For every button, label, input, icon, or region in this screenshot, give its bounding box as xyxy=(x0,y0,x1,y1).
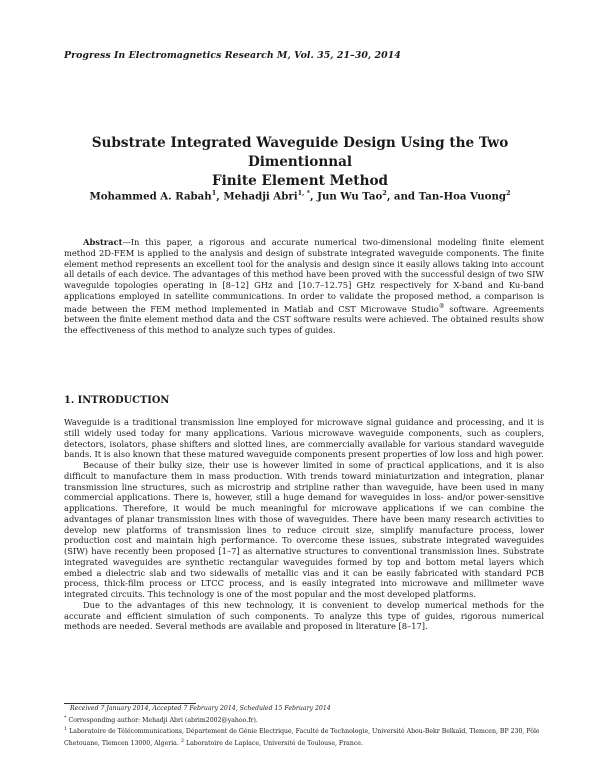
author-affiliation-mark: 1, * xyxy=(297,189,311,197)
paragraph: Due to the advantages of this new technology, it is convenient to develop numerical methods for the accurate and efficient simulation of such components. To analyze this type of guides, rigorous numerical methods are needed. Several methods are available and proposed in literature [8–17]. xyxy=(64,599,544,632)
section-heading: 1. INTRODUCTION xyxy=(64,395,170,406)
author-separator: , xyxy=(216,190,224,203)
footnote-affiliations xyxy=(64,725,544,748)
author-name: Jun Wu Tao xyxy=(317,190,383,203)
registered-mark: ® xyxy=(438,302,445,310)
footnote-mark: * xyxy=(64,714,67,721)
footnote-corresponding-text: Corresponding author: Mehadji Abri (abrim2002@yahoo.fr). xyxy=(68,716,258,724)
paragraph: Because of their bulky size, their use is however limited in some of practical applications, and it is also difficult to manufacture them in mass production. With trends toward miniaturization and integration, planar transmission line structures, such as microstrip and stripline rather than waveguide, have been used in many commercial applications. There is, however, still a huge demand for waveguides in loss- and/or power-sensitive applications. Therefore, it would be much meaningful for microwave applications if we can combine the advantages of planar transmission lines with those of waveguides. There have been many research activities to develop new platforms of transmission lines to reduce circuit size, simplify manufacture process, lower production cost and maintain high performance. To overcome these issues, substrate integrated waveguides (SIW) have recently been proposed [1–7] as alternative structures to conventional transmission lines. Substrate integrated waveguides are synthetic rectangular waveguides formed by top and bottom metal layers which embed a dielectric slab and two sidewalls of metallic vias and it can be easily fabricated with standard PCB process, thick-film process or LTCC process, and is easily integrated into microwave and millimeter wave integrated circuits. This technology is one of the most popular and the most developed platforms. xyxy=(64,460,544,599)
abstract xyxy=(64,237,544,336)
footnote-mark: 2 xyxy=(180,737,184,744)
author-name: Mehadji Abri xyxy=(223,190,298,203)
author-affiliation-mark: 2 xyxy=(506,189,511,197)
author-separator: , and xyxy=(386,190,419,203)
abstract-paragraph xyxy=(64,237,544,336)
journal-header: Progress In Electromagnetics Research M, Vol. 35, 21–30, 2014 xyxy=(64,50,401,61)
abstract-text: —In this paper, a rigorous and accurate numerical two-dimensional modeling finite element method 2D-FEM is applied to the analysis and design of substrate integrated waveguide components. The finite element method represents an excellent tool for the analysis and design since it easily allows taking into account all details of each device. The advantages of this method have been proved with the successful design of two SIW waveguide topologies operating in [8–12] GHz and [10.7–12.75] GHz respectively for X-band and Ku-band applications employed in satellite communications. In order to validate the proposed method, a comparison is made between the FEM method implemented in Matlab and CST Microwave Studio xyxy=(64,237,544,314)
abstract-label: Abstract xyxy=(83,237,123,247)
title-line-2: Finite Element Method xyxy=(211,173,389,189)
footnote-affiliation-1: Laboratoire de Télécommunications, Département de Génie Electrique, Faculté de Technologie, Université Abou-Bekr Belkaïd, Tlemcen, BP 230, Pôle Chetouane, Tlemcen 13000, Algeria. xyxy=(64,728,540,747)
footnote-divider xyxy=(64,703,196,704)
author-affiliation-mark: 2 xyxy=(382,189,387,197)
paragraph: Waveguide is a traditional transmission line employed for microwave signal guidance and processing, and it is still widely used today for many applications. Various microwave waveguide components, such as couplers, detectors, isolators, phase shifters and slotted lines, are commercially available for various standard waveguide bands. It is also known that these matured waveguide components present properties of low loss and high power. xyxy=(64,417,544,460)
author-affiliation-mark: 1 xyxy=(211,189,217,197)
author-separator: , xyxy=(310,190,318,203)
paper-title xyxy=(40,134,560,191)
abstract-text-continued: software. Agreements between the finite element method data and the CST software results were achieved. The obtained results show the effectiveness of this method to analyze such types of guides. xyxy=(64,303,544,335)
footnote-corresponding xyxy=(64,714,544,726)
footnote-dates: Received 7 January 2014, Accepted 7 February 2014, Scheduled 15 February 2014 xyxy=(70,705,331,712)
footnote-affiliation-2: Laboratoire de Laplace, Université de Toulouse, France. xyxy=(185,739,363,747)
author-list xyxy=(40,189,560,202)
footnote-mark: 1 xyxy=(64,726,68,733)
author-name: Mohammed A. Rabah xyxy=(89,190,212,203)
title-line-1: Substrate Integrated Waveguide Design Using the Two Dimentionnal xyxy=(91,135,509,170)
introduction-body xyxy=(64,417,544,632)
footnotes xyxy=(64,705,544,749)
author-name: Tan-Hoa Vuong xyxy=(418,190,507,203)
